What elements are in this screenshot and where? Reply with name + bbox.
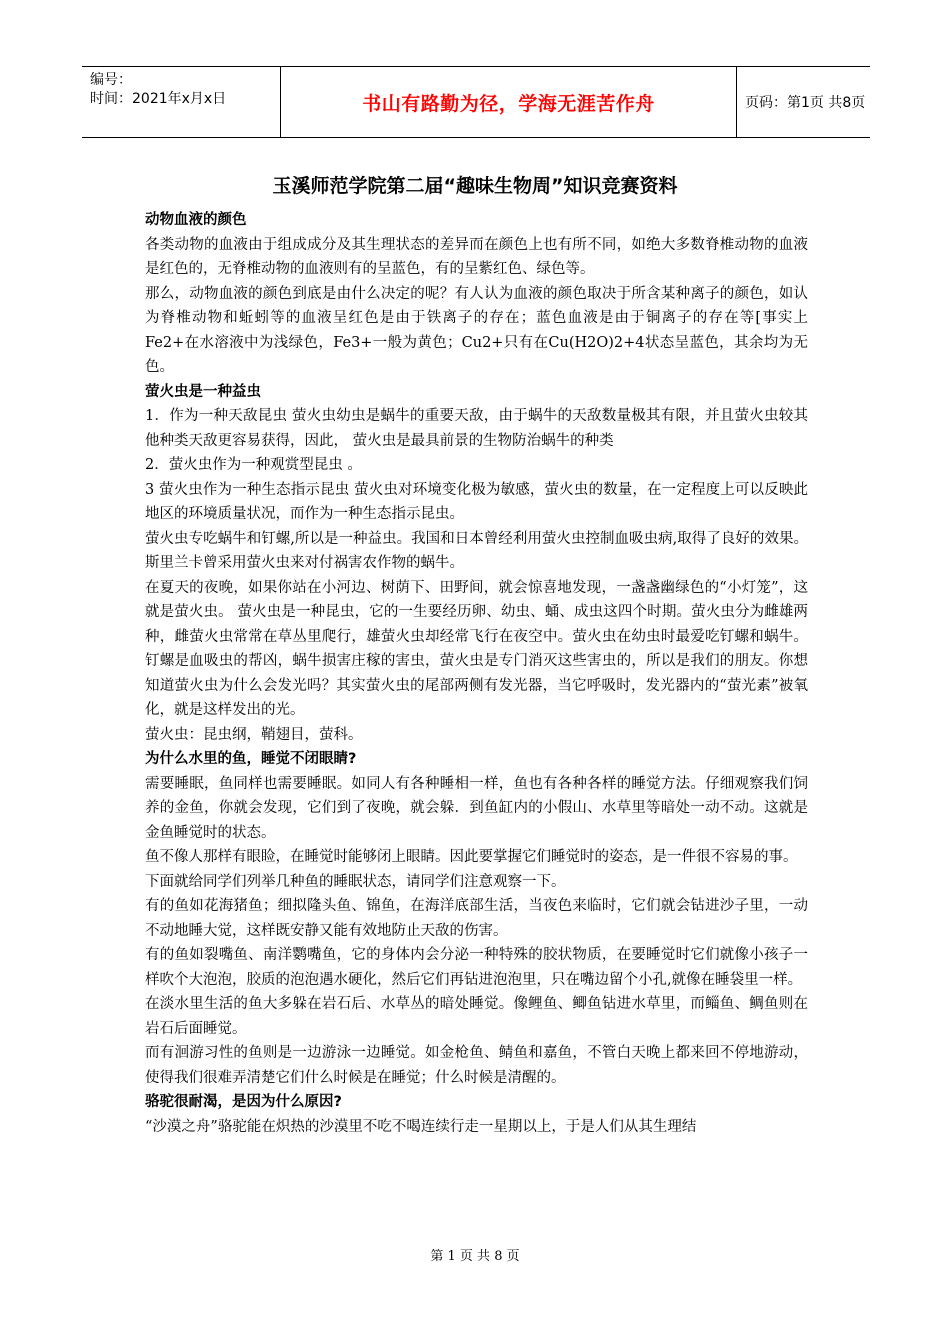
section-heading: 动物血液的颜色	[145, 212, 247, 228]
paragraph: 有的鱼如裂嘴鱼、南洋鹦嘴鱼，它的身体内会分泌一种特殊的胶状物质，在要睡觉时它们就像小孩子一样吹个大泡泡，胶质的泡泡遇水硬化，然后它们再钻进泡泡里，只在嘴边留个小孔,就像在睡袋里一样。	[145, 947, 808, 988]
page-footer: 第 1 页 共 8 页	[430, 1249, 520, 1264]
paragraph: 萤火虫专吃蜗牛和钉螺,所以是一种益虫。我国和日本曾经利用萤火虫控制血吸虫病,取得了良好的效果。斯里兰卡曾采用萤火虫来对付祸害农作物的蜗牛。	[145, 530, 808, 571]
document-time: 时间：2021年x月x日	[90, 91, 227, 107]
section-heading: 骆驼很耐渴，是因为什么原因?	[145, 1094, 342, 1110]
header-page-info: 页码：第1页 共8页	[745, 95, 866, 111]
paragraph: 而有洄游习性的鱼则是一边游泳一边睡觉。如金枪鱼、鲭鱼和嘉鱼，不管白天晚上都来回不停地游动，使得我们很难弄清楚它们什么时候是在睡觉；什么时候是清醒的。	[145, 1045, 808, 1086]
document-body	[145, 208, 808, 1139]
paragraph: 下面就给同学们列举几种鱼的睡眠状态，请同学们注意观察一下。	[145, 873, 566, 890]
section-heading: 萤火虫是一种益虫	[145, 383, 261, 400]
document-number-label: 编号：	[90, 72, 132, 88]
paragraph: 有的鱼如花海猪鱼；细拟隆头鱼、锦鱼，在海洋底部生活，当夜色来临时，它们就会钻进沙子里，一动不动地睡大觉，这样既安静又能有效地防止天敌的伤害。	[145, 898, 808, 939]
paragraph: 鱼不像人那样有眼睑，在睡觉时能够闭上眼睛。因此要掌握它们睡觉时的姿态，是一件很不容易的事。	[145, 849, 798, 865]
paragraph: 需要睡眠，鱼同样也需要睡眠。如同人有各种睡相一样，鱼也有各种各样的睡觉方法。仔细观察我们饲养的金鱼，你就会发现，它们到了夜晚，就会躲．到鱼缸内的小假山、水草里等暗处一动不动。这就是金鱼睡觉时的状态。	[145, 775, 808, 841]
header-motto: 书山有路勤为径，学海无涯苦作舟	[281, 67, 737, 137]
paragraph: 3 萤火虫作为一种生态指示昆虫 萤火虫对环境变化极为敏感，萤火虫的数量，在一定程度上可以反映此地区的环境质量状况，而作为一种生态指示昆虫。	[145, 481, 808, 522]
paragraph: 那么，动物血液的颜色到底是由什么决定的呢？有人认为血液的颜色取决于所含某种离子的颜色，如认为脊椎动物和蚯蚓等的血液呈红色是由于铁离子的存在；蓝色血液是由于铜离子的存在等[事实上Fe2+在水溶液中为浅绿色，Fe3+一般为黄色；Cu2+只有在Cu(H2O)2+4状态呈蓝色，其余均为无色。	[145, 285, 808, 375]
paragraph: 萤火虫：昆虫纲，鞘翅目，萤科。	[145, 726, 363, 743]
paragraph: “沙漠之舟”骆驼能在炽热的沙漠里不吃不喝连续行走一星期以上，于是人们从其生理结	[145, 1118, 697, 1135]
paragraph: 2．萤火虫作为一种观赏型昆虫 。	[145, 457, 362, 473]
paragraph: 在淡水里生活的鱼大多躲在岩石后、水草丛的暗处睡觉。像鲤鱼、鲫鱼钻进水草里，而鲻鱼、鲷鱼则在岩石后面睡觉。	[145, 996, 808, 1037]
header-meta	[82, 67, 281, 137]
page-header	[82, 66, 870, 138]
document-title: 玉溪师范学院第二届“趣味生物周”知识竞赛资料	[272, 175, 678, 197]
paragraph: 1．作为一种天敌昆虫 萤火虫幼虫是蜗牛的重要天敌，由于蜗牛的天敌数量极其有限，并且萤火虫较其他种类天敌更容易获得，因此， 萤火虫是最具前景的生物防治蜗牛的种类	[145, 408, 808, 449]
section-heading: 为什么水里的鱼，睡觉不闭眼睛?	[145, 751, 357, 767]
paragraph: 各类动物的血液由于组成成分及其生理状态的差异而在颜色上也有所不同，如绝大多数脊椎动物的血液是红色的，无脊椎动物的血液则有的呈蓝色，有的呈紫红色、绿色等。	[145, 236, 808, 277]
paragraph: 在夏天的夜晚，如果你站在小河边、树荫下、田野间，就会惊喜地发现，一盏盏幽绿色的“小灯笼”，这就是萤火虫。 萤火虫是一种昆虫，它的一生要经历卵、幼虫、蛹、成虫这四个时期。萤火虫分为雌雄两种，雌萤火虫常常在草丛里爬行，雄萤火虫却经常飞行在夜空中。萤火虫在幼虫时最爱吃钉螺和蜗牛。钉螺是血吸虫的帮凶，蜗牛损害庄稼的害虫，萤火虫是专门消灭这些害虫的，所以是我们的朋友。你想知道萤火虫为什么会发光吗？其实萤火虫的尾部两侧有发光器，当它呼吸时，发光器内的“萤光素”被氧化，就是这样发出的光。	[145, 579, 808, 718]
